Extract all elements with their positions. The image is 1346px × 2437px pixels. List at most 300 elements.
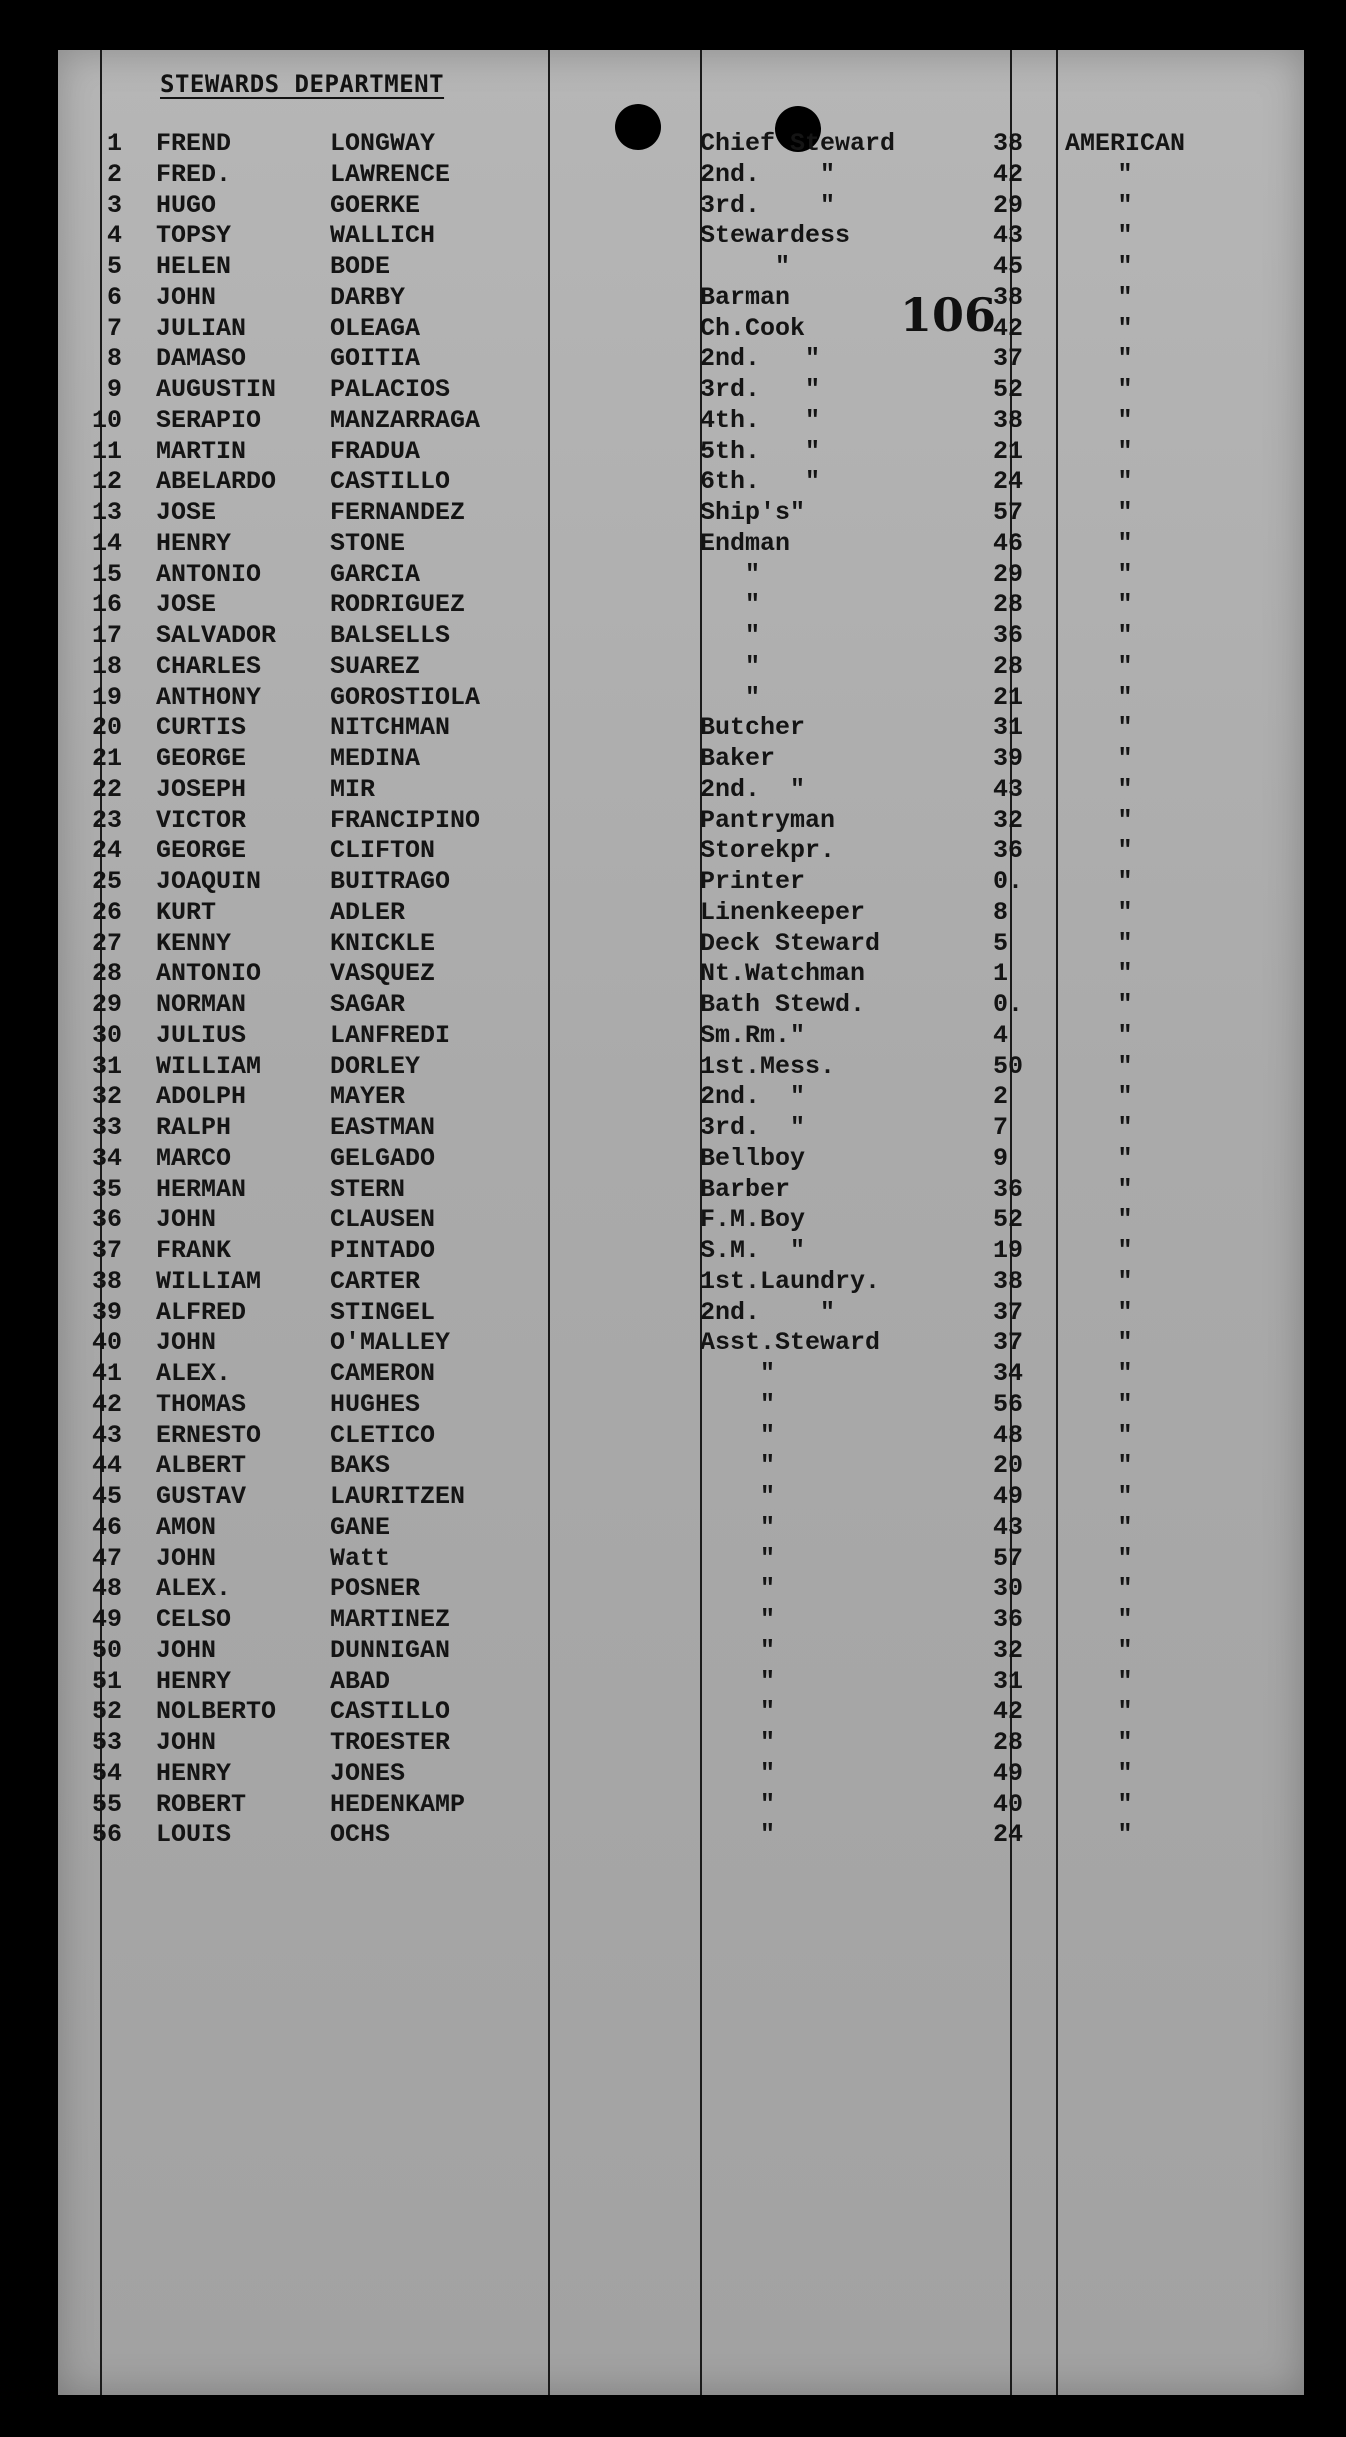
row-number: 48 (91, 1574, 122, 1604)
table-row (58, 1482, 1304, 1512)
table-row (58, 406, 1304, 436)
age: 29 (993, 190, 1024, 220)
row-number: 2 (106, 159, 122, 189)
row-number: 22 (91, 774, 122, 804)
table-row (58, 498, 1304, 528)
nationality: " (1117, 1051, 1133, 1081)
last-name: SUAREZ (330, 651, 421, 681)
age: 31 (993, 713, 1024, 743)
position: 1st.Mess. (700, 1051, 836, 1081)
nationality: " (1117, 805, 1133, 835)
age: 32 (993, 1635, 1024, 1665)
position: " (700, 1605, 776, 1634)
age: 5 (993, 928, 1009, 958)
table-row (58, 1328, 1304, 1358)
first-name: NOLBERTO (156, 1697, 277, 1727)
age: 36 (993, 1174, 1024, 1204)
last-name: OCHS (330, 1820, 391, 1850)
position: " (700, 1758, 776, 1788)
first-name: ALBERT (156, 1451, 247, 1481)
age: 4 (993, 1020, 1009, 1050)
age: 7 (993, 1113, 1009, 1142)
position: 1st.Laundry. (700, 1266, 881, 1296)
last-name: OLEAGA (330, 313, 421, 343)
row-number: 23 (91, 805, 122, 835)
table-row (58, 160, 1304, 190)
age: 0. (993, 867, 1024, 896)
table-row (58, 806, 1304, 836)
age: 39 (993, 744, 1024, 773)
last-name: BUITRAGO (330, 867, 451, 896)
last-name: MANZARRAGA (330, 405, 481, 435)
age: 38 (993, 129, 1024, 158)
row-number: 50 (91, 1635, 122, 1665)
nationality: AMERICAN (1064, 129, 1186, 158)
table-row (58, 1667, 1304, 1697)
age: 52 (993, 1205, 1024, 1235)
position: 2nd. " (700, 159, 836, 189)
position: " (700, 1451, 776, 1481)
position: " (700, 1543, 776, 1573)
first-name: AUGUSTIN (156, 375, 277, 404)
nationality: " (1117, 1328, 1133, 1358)
table-row (58, 1298, 1304, 1328)
row-number: 29 (91, 990, 122, 1019)
last-name: RODRIGUEZ (330, 590, 466, 620)
position: Baker (700, 744, 776, 773)
row-number: 25 (91, 867, 122, 896)
nationality: " (1117, 774, 1133, 804)
last-name: GOITIA (330, 344, 421, 374)
first-name: WILLIAM (156, 1051, 262, 1081)
first-name: ADOLPH (156, 1082, 247, 1112)
row-number: 18 (91, 651, 122, 681)
position: Bellboy (700, 1143, 806, 1173)
age: 37 (993, 1328, 1024, 1358)
first-name: JULIUS (156, 1020, 247, 1050)
last-name: POSNER (330, 1574, 421, 1604)
last-name: SAGAR (330, 990, 406, 1019)
table-row (58, 191, 1304, 221)
table-row (58, 344, 1304, 374)
age: 52 (993, 375, 1024, 404)
age: 49 (993, 1482, 1024, 1511)
position: 2nd. " (700, 774, 806, 804)
last-name: BAKS (330, 1451, 391, 1481)
row-number: 31 (91, 1051, 122, 1081)
row-number: 15 (91, 559, 122, 589)
row-number: 10 (91, 405, 122, 435)
position: 2nd. " (700, 1082, 806, 1112)
nationality: " (1117, 744, 1133, 773)
last-name: CLAUSEN (330, 1205, 436, 1235)
nationality: " (1117, 651, 1133, 681)
row-number: 44 (91, 1451, 122, 1481)
table-row (58, 437, 1304, 467)
first-name: VICTOR (156, 805, 247, 835)
last-name: HEDENKAMP (330, 1789, 466, 1819)
table-row (58, 652, 1304, 682)
first-name: ALEX. (156, 1359, 232, 1388)
nationality: " (1117, 836, 1133, 866)
nationality: " (1117, 252, 1133, 281)
last-name: CARTER (330, 1266, 421, 1296)
last-name: GOROSTIOLA (330, 682, 481, 712)
position: " (700, 1728, 776, 1757)
age: 24 (993, 467, 1024, 497)
last-name: CLETICO (330, 1420, 436, 1450)
position: " (700, 1789, 776, 1819)
first-name: HENRY (156, 528, 232, 558)
first-name: ROBERT (156, 1789, 247, 1819)
last-name: TROESTER (330, 1728, 451, 1757)
nationality: " (1117, 1512, 1133, 1542)
nationality: " (1117, 405, 1133, 435)
first-name: MARCO (156, 1143, 232, 1173)
position: Printer (700, 867, 806, 896)
position: " (700, 1420, 776, 1450)
first-name: AMON (156, 1512, 217, 1542)
last-name: CLIFTON (330, 836, 436, 866)
nationality: " (1117, 1236, 1133, 1265)
position: 3rd. " (700, 375, 821, 404)
nationality: " (1117, 990, 1133, 1019)
table-row (58, 1574, 1304, 1604)
nationality: " (1117, 1020, 1133, 1050)
nationality: " (1117, 1543, 1133, 1573)
nationality: " (1117, 1482, 1133, 1511)
position: Linenkeeper (700, 897, 866, 927)
first-name: SALVADOR (156, 621, 277, 650)
table-row (58, 836, 1304, 866)
position: " (700, 682, 761, 712)
table-row (58, 252, 1304, 282)
age: 28 (993, 651, 1024, 681)
age: 2 (993, 1082, 1009, 1112)
table-row (58, 1390, 1304, 1420)
table-row (58, 683, 1304, 713)
age: 43 (993, 221, 1024, 251)
first-name: CELSO (156, 1605, 232, 1634)
first-name: TOPSY (156, 221, 232, 251)
nationality: " (1117, 1789, 1133, 1819)
row-number: 27 (91, 928, 122, 958)
row-number: 26 (91, 897, 122, 927)
row-number: 8 (106, 344, 122, 374)
position: " (700, 1574, 776, 1604)
row-number: 24 (91, 836, 122, 866)
position: 6th. " (700, 467, 821, 497)
table-row (58, 1790, 1304, 1820)
position: " (700, 1697, 776, 1727)
age: 0. (993, 990, 1024, 1019)
position: 3rd. " (700, 190, 836, 220)
table-row (58, 1513, 1304, 1543)
nationality: " (1117, 1635, 1133, 1665)
age: 9 (993, 1143, 1009, 1173)
table-row (58, 1052, 1304, 1082)
row-number: 56 (91, 1820, 122, 1850)
last-name: MEDINA (330, 744, 421, 773)
first-name: JOHN (156, 1543, 217, 1573)
last-name: FERNANDEZ (330, 498, 466, 527)
last-name: FRANCIPINO (330, 805, 481, 835)
nationality: " (1117, 375, 1133, 404)
first-name: SERAPIO (156, 405, 262, 435)
last-name: BODE (330, 252, 391, 281)
last-name: LAWRENCE (330, 159, 451, 189)
row-number: 20 (91, 713, 122, 743)
nationality: " (1117, 467, 1133, 497)
last-name: GANE (330, 1512, 391, 1542)
position: Asst.Steward (700, 1328, 881, 1358)
table-row (58, 590, 1304, 620)
row-number: 1 (106, 129, 122, 158)
nationality: " (1117, 867, 1133, 896)
nationality: " (1117, 1574, 1133, 1604)
nationality: " (1117, 559, 1133, 589)
row-number: 13 (91, 498, 122, 527)
age: 30 (993, 1574, 1024, 1604)
position: " (700, 1482, 776, 1511)
last-name: EASTMAN (330, 1113, 436, 1142)
row-number: 7 (106, 313, 122, 343)
nationality: " (1117, 1728, 1133, 1757)
age: 45 (993, 252, 1024, 281)
table-row (58, 560, 1304, 590)
table-row (58, 375, 1304, 405)
table-row (58, 929, 1304, 959)
row-number: 38 (91, 1266, 122, 1296)
nationality: " (1117, 190, 1133, 220)
age: 57 (993, 1543, 1024, 1573)
nationality: " (1117, 713, 1133, 743)
row-number: 19 (91, 682, 122, 712)
position: Ch.Cook (700, 313, 806, 343)
row-number: 35 (91, 1174, 122, 1204)
last-name: GARCIA (330, 559, 421, 589)
last-name: PINTADO (330, 1236, 436, 1265)
position: " (700, 621, 761, 650)
table-row (58, 713, 1304, 743)
manifest-page (58, 50, 1304, 2395)
first-name: ERNESTO (156, 1420, 262, 1450)
nationality: " (1117, 1082, 1133, 1112)
nationality: " (1117, 1605, 1133, 1634)
last-name: KNICKLE (330, 928, 436, 958)
row-number: 55 (91, 1789, 122, 1819)
age: 42 (993, 1697, 1024, 1727)
first-name: JOHN (156, 1635, 217, 1665)
row-number: 42 (91, 1389, 122, 1419)
last-name: MIR (330, 774, 376, 804)
table-row (58, 1175, 1304, 1205)
table-row (58, 1144, 1304, 1174)
position: " (700, 651, 761, 681)
row-number: 4 (106, 221, 122, 251)
row-number: 11 (91, 436, 122, 466)
position: Bath Stewd. (700, 990, 866, 1019)
position: Sm.Rm." (700, 1020, 806, 1050)
last-name: MAYER (330, 1082, 406, 1112)
age: 48 (993, 1420, 1024, 1450)
last-name: GOERKE (330, 190, 421, 220)
position: " (700, 1389, 776, 1419)
row-number: 51 (91, 1666, 122, 1696)
first-name: CHARLES (156, 651, 262, 681)
nationality: " (1117, 928, 1133, 958)
table-row (58, 129, 1304, 159)
first-name: JOSE (156, 498, 217, 527)
age: 36 (993, 836, 1024, 866)
last-name: STONE (330, 528, 406, 558)
first-name: ABELARDO (156, 467, 277, 497)
row-number: 33 (91, 1113, 122, 1142)
table-row (58, 1728, 1304, 1758)
table-row (58, 959, 1304, 989)
position: Barman (700, 282, 791, 312)
age: 28 (993, 1728, 1024, 1757)
age: 28 (993, 590, 1024, 620)
position: " (700, 1666, 776, 1696)
row-number: 53 (91, 1728, 122, 1757)
nationality: " (1117, 897, 1133, 927)
first-name: HERMAN (156, 1174, 247, 1204)
position: " (700, 1635, 776, 1665)
age: 40 (993, 1789, 1024, 1819)
nationality: " (1117, 1297, 1133, 1327)
first-name: JOHN (156, 1728, 217, 1757)
first-name: HELEN (156, 252, 232, 281)
row-number: 17 (91, 621, 122, 650)
nationality: " (1117, 1820, 1133, 1850)
age: 1 (993, 959, 1009, 989)
first-name: WILLIAM (156, 1266, 262, 1296)
row-number: 32 (91, 1082, 122, 1112)
nationality: " (1117, 282, 1133, 312)
first-name: ALEX. (156, 1574, 232, 1604)
table-row (58, 1359, 1304, 1389)
nationality: " (1117, 1205, 1133, 1235)
row-number: 46 (91, 1512, 122, 1542)
age: 31 (993, 1666, 1024, 1696)
position: F.M.Boy (700, 1205, 806, 1235)
nationality: " (1117, 498, 1133, 527)
position: 2nd. " (700, 344, 821, 374)
age: 24 (993, 1820, 1024, 1850)
first-name: JULIAN (156, 313, 247, 343)
first-name: JOAQUIN (156, 867, 262, 896)
nationality: " (1117, 159, 1133, 189)
row-number: 34 (91, 1143, 122, 1173)
first-name: MARTIN (156, 436, 247, 466)
age: 50 (993, 1051, 1024, 1081)
table-row (58, 1451, 1304, 1481)
first-name: KENNY (156, 928, 232, 958)
last-name: BALSELLS (330, 621, 451, 650)
position: Ship's" (700, 498, 806, 527)
table-row (58, 1082, 1304, 1112)
last-name: Watt (330, 1543, 391, 1573)
last-name: HUGHES (330, 1389, 421, 1419)
position: Stewardess (700, 221, 851, 251)
nationality: " (1117, 436, 1133, 466)
table-row (58, 529, 1304, 559)
row-number: 45 (91, 1482, 122, 1511)
table-row (58, 1267, 1304, 1297)
first-name: GUSTAV (156, 1482, 247, 1511)
row-number: 5 (106, 252, 122, 281)
last-name: LAURITZEN (330, 1482, 466, 1511)
last-name: STINGEL (330, 1297, 436, 1327)
nationality: " (1117, 221, 1133, 251)
row-number: 21 (91, 744, 122, 773)
last-name: MARTINEZ (330, 1605, 451, 1634)
position: 5th. " (700, 436, 821, 466)
position: Endman (700, 528, 791, 558)
nationality: " (1117, 959, 1133, 989)
row-number: 28 (91, 959, 122, 989)
nationality: " (1117, 1758, 1133, 1788)
first-name: DAMASO (156, 344, 247, 374)
table-row (58, 1205, 1304, 1235)
last-name: O'MALLEY (330, 1328, 451, 1358)
table-row (58, 1759, 1304, 1789)
row-number: 9 (106, 375, 122, 404)
first-name: ANTHONY (156, 682, 262, 712)
table-row (58, 744, 1304, 774)
nationality: " (1117, 1143, 1133, 1173)
first-name: RALPH (156, 1113, 232, 1142)
table-row (58, 1697, 1304, 1727)
nationality: " (1117, 1359, 1133, 1388)
first-name: ANTONIO (156, 559, 262, 589)
last-name: PALACIOS (330, 375, 451, 404)
nationality: " (1117, 1451, 1133, 1481)
first-name: FREND (156, 129, 232, 158)
last-name: DUNNIGAN (330, 1635, 451, 1665)
row-number: 41 (91, 1359, 122, 1388)
age: 21 (993, 436, 1024, 466)
table-row (58, 1636, 1304, 1666)
row-number: 36 (91, 1205, 122, 1235)
last-name: VASQUEZ (330, 959, 436, 989)
row-number: 37 (91, 1236, 122, 1265)
first-name: ALFRED (156, 1297, 247, 1327)
last-name: JONES (330, 1758, 406, 1788)
first-name: HENRY (156, 1666, 232, 1696)
row-number: 30 (91, 1020, 122, 1050)
age: 36 (993, 621, 1024, 650)
last-name: CASTILLO (330, 1697, 451, 1727)
age: 37 (993, 1297, 1024, 1327)
first-name: HENRY (156, 1758, 232, 1788)
age: 32 (993, 805, 1024, 835)
first-name: JOHN (156, 1205, 217, 1235)
table-row (58, 621, 1304, 651)
position: " (700, 590, 761, 620)
age: 38 (993, 282, 1024, 312)
nationality: " (1117, 344, 1133, 374)
row-number: 6 (106, 282, 122, 312)
first-name: FRANK (156, 1236, 232, 1265)
nationality: " (1117, 1389, 1133, 1419)
age: 37 (993, 344, 1024, 374)
age: 43 (993, 774, 1024, 804)
department-heading: STEWARDS DEPARTMENT (160, 70, 445, 98)
table-row (58, 1236, 1304, 1266)
nationality: " (1117, 621, 1133, 650)
